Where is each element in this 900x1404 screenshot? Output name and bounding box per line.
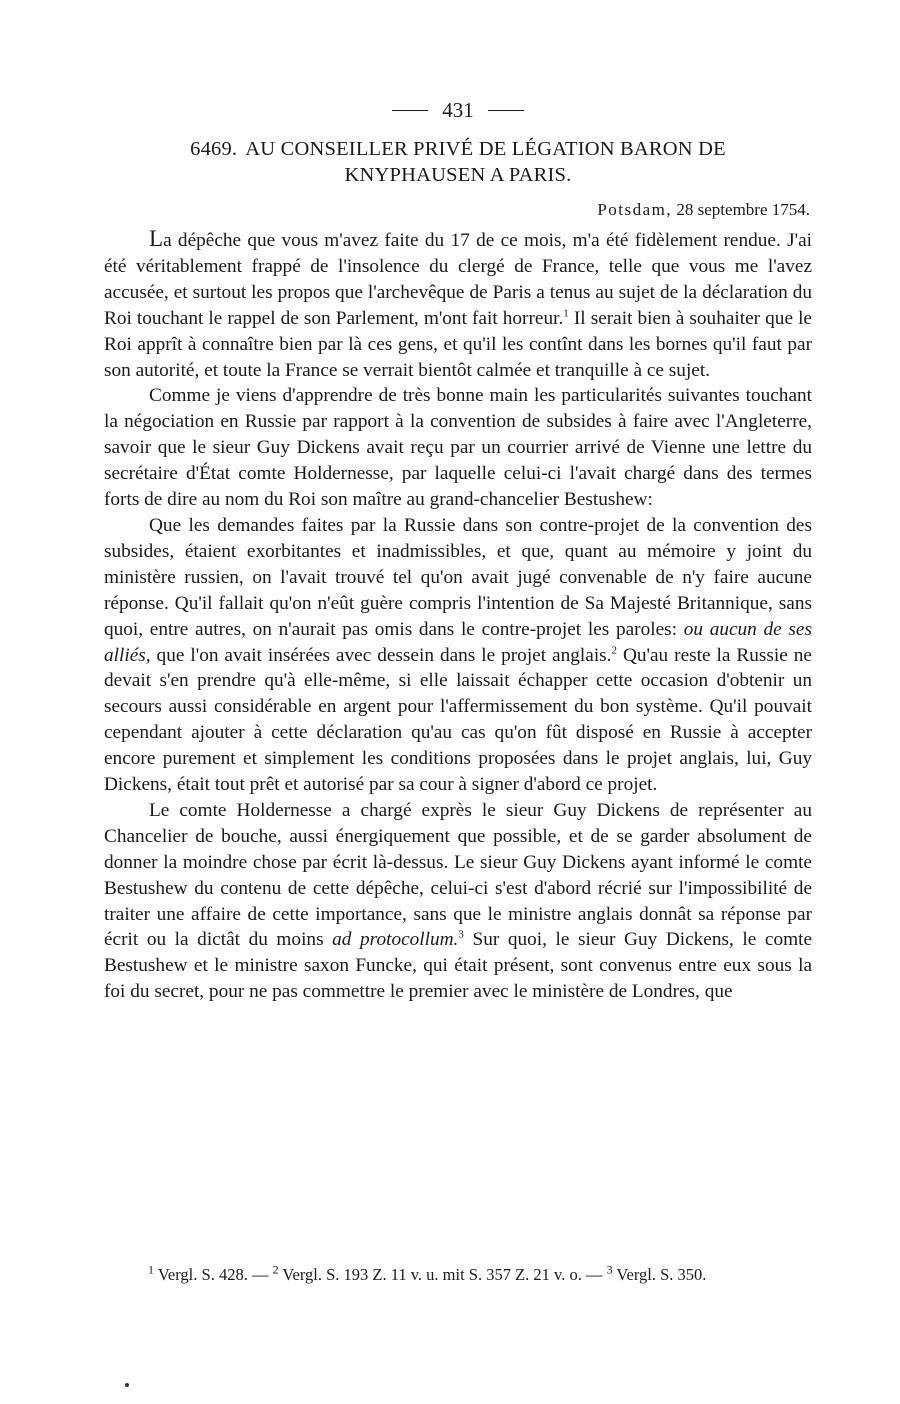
paragraph-4-italic: ad protocollum. (332, 929, 459, 951)
paragraph-1 (104, 226, 812, 383)
heading-title-1: AU CONSEILLER PRIVÉ DE LÉGATION BARON DE (245, 138, 726, 160)
letter-heading (104, 136, 812, 188)
paragraph-4-text-a: Le comte Holdernesse a chargé exprès le sieur Guy Dickens de représenter au Chancelier de bouche, aussi énergiquement que possible, et de se garder absolument de donner la moindre chose par écrit là-dessus. Le sieur Guy Dickens ayant informé le comte Bestushew du contenu de cette dépêche, celui-ci s'est d'abord récrié sur l'impossibilité de traiter une affaire de cette importance, sans que le ministre anglais donnât sa réponse par écrit ou la dictât du moins (104, 799, 812, 951)
paragraph-3-text-c: Qu'au reste la Russie ne devait s'en prendre qu'à elle-même, si elle laissait échapper cette occasion d'obtenir un secours aussi considérable en argent pour l'affermissement du bon système. Qu'il pouvait cependant ajouter à cette déclaration qu'au cas qu'on fût disposé en Russie à accepter encore purement et simplement les conditions proposées dans le projet anglais, lui, Guy Dickens, était tout prêt et autorisé par sa cour à signer d'abord ce projet. (104, 644, 812, 796)
footnote-2-text: Vergl. S. 193 Z. 11 v. u. mit S. 357 Z. 21 v. o. — (278, 1265, 607, 1284)
drop-cap: L (149, 226, 164, 251)
paragraph-4 (104, 798, 812, 1005)
heading-title-2: KNYPHAUSEN A PARIS. (344, 164, 572, 186)
left-rule (392, 110, 428, 111)
stray-mark (125, 1383, 129, 1387)
dateline-place: Potsdam, (597, 200, 673, 219)
dateline-date: 28 septembre 1754. (676, 200, 810, 219)
footnotes (104, 1263, 812, 1286)
letter-number: 6469. (190, 138, 238, 160)
paragraph-3 (104, 513, 812, 798)
paragraph-3-italic: ou aucun de ses alliés, (104, 618, 812, 666)
footnote-3-number: 3 (606, 1262, 613, 1277)
letter-body (104, 226, 812, 1005)
page-header (104, 92, 812, 128)
paragraph-1-text-b: Il serait bien à souhaiter que le Roi apprît à connaître bien par là ces gens, et qu'il les contînt dans les bornes qu'il faut par son autorité, et toute la France se verrait bientôt calmée et tranquille à ce sujet. (104, 307, 812, 381)
paragraph-3-text-b: que l'on avait insérées avec dessein dans le projet anglais. (150, 644, 612, 666)
footnote-3-text: Vergl. S. 350. (612, 1265, 707, 1284)
footnote-2-number: 2 (272, 1262, 279, 1277)
footnote-ref-3: 3 (458, 929, 464, 942)
right-rule (488, 110, 524, 111)
paragraph-1-text-a: a dépêche que vous m'avez faite du 17 de ce mois, m'a été fidèlement rendue. J'ai été véritablement frappé de l'insolence du clergé de France, telle que vous me l'avez accusée, et surtout les propos que l'archevêque de Paris a tenus au sujet de la déclaration du Roi touchant le rappel de son Parlement, m'ont fait horreur. (104, 230, 812, 329)
paragraph-2: Comme je viens d'apprendre de très bonne main les particularités suivantes touchant la négociation en Russie par rapport à la convention de subsides à faire avec l'Angleterre, savoir que le sieur Guy Dickens avait reçu par un courrier arrivé de Vienne une lettre du secrétaire d'État comte Holdernesse, par laquelle celui-ci l'avait chargé dans des termes forts de dire au nom du Roi son maître au grand-chancelier Bestushew: (104, 385, 812, 511)
footnote-block (104, 1263, 812, 1286)
dateline (104, 198, 812, 222)
footnote-ref-2: 2 (611, 644, 617, 657)
footnote-1-text: Vergl. S. 428. — (154, 1265, 273, 1284)
heading-line-1 (104, 136, 812, 162)
page (104, 92, 812, 1005)
page-number: 431 (442, 97, 474, 122)
paragraph-3-text-a: Que les demandes faites par la Russie dans son contre-projet de la convention des subsides, étaient exorbitantes et inadmissibles, et que, quant au mémoire y joint du ministère russien, on l'avait trouvé tel qu'on avait jugé convenable de n'y faire aucune réponse. Qu'il fallait qu'on n'eût guère compris l'intention de Sa Majesté Britannique, sans quoi, entre autres, on n'aurait pas omis dans le contre-projet les paroles: (104, 514, 812, 640)
footnote-ref-1: 1 (563, 307, 569, 320)
paragraph-4-text-b: Sur quoi, le sieur Guy Dickens, le comte Bestushew et le ministre saxon Funcke, qui était présent, sont convenus entre eux sous la foi du secret, pour ne pas commettre le premier avec le ministère de Londres, que (104, 929, 813, 1003)
footnote-1-number: 1 (148, 1262, 154, 1277)
